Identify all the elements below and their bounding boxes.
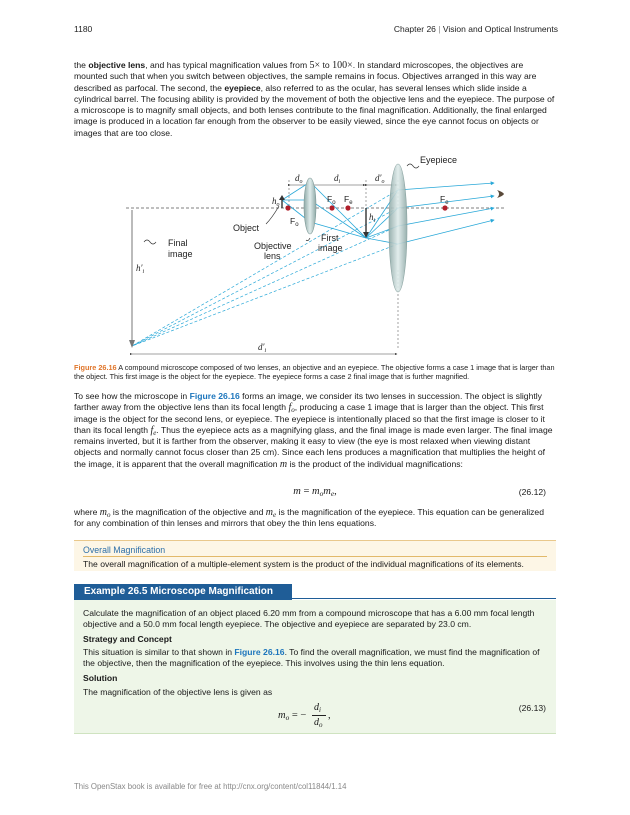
- label-h-o: $h_o$: [272, 196, 280, 208]
- equation-comma: ,: [328, 710, 331, 721]
- figure-link[interactable]: Figure 26.16: [189, 391, 240, 401]
- text-run: To see how the microscope in: [74, 391, 190, 401]
- label-d-o-prime: $d'_o$: [375, 173, 385, 185]
- example-title: Example 26.5 Microscope Magnification: [74, 584, 292, 600]
- label-h-i: $h_i$: [369, 212, 376, 224]
- virtual-ray: [132, 190, 398, 346]
- pointer-squiggle: [266, 206, 279, 224]
- equation-number: (26.12): [518, 487, 546, 497]
- figure-caption: [74, 363, 556, 381]
- object-arrowhead: [279, 195, 285, 200]
- solution-heading: Solution: [83, 673, 118, 683]
- label-h-i-prime: $h'_i$: [136, 263, 145, 275]
- label-d-i: $d_i$: [334, 173, 341, 185]
- figure-link[interactable]: Figure 26.16: [234, 647, 285, 657]
- math-100x: 100×: [332, 60, 353, 71]
- text-run: , and has typical magnification values from: [145, 60, 310, 70]
- pointer-squiggle: [144, 240, 156, 244]
- label-d-o: $d_o$: [295, 173, 303, 185]
- text-run: is the magnification of the eyepiece. This equation can be generalized for any combination of thin lenses and mirrors that obey the thin lens equations.: [74, 507, 544, 529]
- body-paragraph-3: [74, 507, 556, 530]
- ray: [366, 220, 494, 244]
- term-objective-lens: objective lens: [88, 60, 146, 70]
- equation-26-13: [74, 700, 556, 730]
- equation-lhs: $m_o$ = −: [278, 710, 307, 722]
- eyepiece-lens: [389, 164, 407, 292]
- body-paragraph-2: [74, 391, 556, 470]
- focal-point-fo-right: [329, 205, 334, 210]
- text-run: is the magnification of the objective and: [110, 507, 266, 517]
- footer-note: This OpenStax book is available for free at http://cnx.org/content/col11844/1.14: [74, 782, 347, 791]
- text-run: to: [320, 60, 333, 70]
- focal-point-fe-left: [345, 205, 350, 210]
- equation-26-12: [74, 486, 556, 500]
- strategy-heading: Strategy and Concept: [83, 634, 172, 644]
- example-box: [74, 600, 556, 734]
- note-text: The overall magnification of a multiple-element system is the product of the individual magnifications of its elements.: [83, 559, 524, 569]
- label-fe-right: $F_e$: [440, 194, 449, 206]
- solution-text: The magnification of the objective lens is given as: [83, 687, 273, 697]
- label-fe-left: $F_e$: [344, 194, 353, 206]
- label-first-image-2: image: [318, 243, 343, 253]
- math-f-o: $f_o$: [288, 402, 295, 415]
- running-header: [394, 24, 558, 34]
- math-f-e: $f_e$: [150, 424, 157, 437]
- page-number: 1180: [74, 24, 93, 34]
- note-divider: [83, 556, 547, 557]
- microscope-figure: [74, 138, 556, 363]
- ray: [366, 183, 494, 238]
- chapter-number: Chapter 26: [393, 24, 436, 34]
- example-problem: Calculate the magnification of an object placed 6.20 mm from a compound microscope that has a 6.00 mm focal length objective and a 50.0 mm focal length eyepiece. The objective and eyepiece are separated by 23.0 cm.: [83, 608, 535, 630]
- label-object: Object: [233, 223, 260, 233]
- text-run: , producing a case 1 image that is larger than the object. This first image is the object for the second lens, or eyepiece. The eyepiece is intentionally placed so that the first image is closer to it than its focal length: [74, 402, 545, 435]
- note-title: Overall Magnification: [83, 545, 166, 555]
- eye-icon: [497, 190, 504, 198]
- strategy-text: This situation is similar to that shown in Figure 26.16. To find the overall magnification, we must find the magnification of the objective, then the magnification of the eyepiece. This involves using the thin lens equation.: [83, 647, 540, 669]
- text-run: . Thus the eyepiece acts as a magnifying glass, and the final image is made even larger. The final image remains inverted, but it is farther from the observer, making it easy to view (the eye is most relaxed when viewing distant objects and normally cannot focus closer than 25 cm). Since each lens produces a magnification that multiplies the height of the image, it is apparent that the overall magnification: [74, 424, 553, 469]
- ray: [366, 196, 494, 238]
- example-rule: [292, 598, 556, 599]
- header-separator: |: [438, 24, 441, 34]
- math-m-e: $m_e$: [265, 507, 277, 519]
- label-first-image-1: First: [321, 233, 339, 243]
- fraction-numerator: $d_i$: [314, 702, 321, 714]
- note-box: [74, 540, 556, 571]
- fraction-denominator: $d_o$: [314, 717, 323, 729]
- focal-point-fe-right: [442, 205, 447, 210]
- final-image-arrowhead: [129, 340, 135, 348]
- ray: [366, 208, 494, 238]
- math-5x: 5×: [309, 60, 321, 71]
- figure-label: Figure 26.16: [74, 363, 117, 372]
- pointer-squiggle: [306, 238, 310, 241]
- label-final-image-2: image: [168, 249, 193, 259]
- equation-body: $m = m_om_e$,: [293, 486, 337, 498]
- caption-text: A compound microscope composed of two lenses, an objective and an eyepiece. The objective forms a case 1 image that is larger than the object. This first image is the object for the eyepiece. The eyepiece forms a case 2 final image that is further magnified.: [74, 363, 555, 382]
- intro-paragraph: [74, 60, 556, 139]
- label-eyepiece: Eyepiece: [420, 155, 458, 165]
- text-run: the: [74, 60, 89, 70]
- math-m: m: [279, 458, 288, 470]
- objective-lens: [304, 178, 316, 234]
- virtual-rays: [132, 190, 398, 346]
- label-d-i-prime: $d'_i$: [258, 342, 267, 354]
- text-run: where: [74, 507, 100, 517]
- text-run: . In standard microscopes, the objectives are mounted such that when you switch between objectives, the sample remains in focus. Objectives arranged in this way are described as parfocal. The second, the: [74, 60, 537, 93]
- text-run: is the product of the individual magnifications:: [287, 458, 463, 469]
- label-fo-right: $F_o$: [327, 194, 336, 206]
- chapter-title: Vision and Optical Instruments: [442, 24, 558, 34]
- virtual-ray: [132, 208, 398, 346]
- text-run: , also referred to as the ocular, has several lenses which slide inside a cylindrical barrel. The focusing ability is provided by the movement of both the objective lens and the eyepiece. The purpose of a microscope is to magnify small objects, and both lenses contribute to the final magnification. Additionally, the final enlarged image is produced in a location far enough from the observer to be easily viewed, since the eye cannot focus on objects or images that are too close.: [74, 82, 555, 138]
- label-fo-left: $F_o$: [290, 216, 299, 228]
- focal-point-fo-left: [285, 205, 290, 210]
- pointer-squiggle: [407, 164, 419, 168]
- equation-number: (26.13): [518, 703, 546, 713]
- fraction-bar: [312, 715, 326, 716]
- term-eyepiece: eyepiece: [224, 82, 261, 93]
- label-final-image-1: Final: [168, 238, 188, 248]
- label-objective-lens-1: Objective: [254, 241, 292, 251]
- label-objective-lens-2: lens: [264, 251, 281, 261]
- math-m-o: $m_o$: [99, 507, 111, 519]
- text-run: forms an image, we consider its two lenses in succession. The object is slightly farther away from the objective lens than its focal length: [74, 391, 542, 413]
